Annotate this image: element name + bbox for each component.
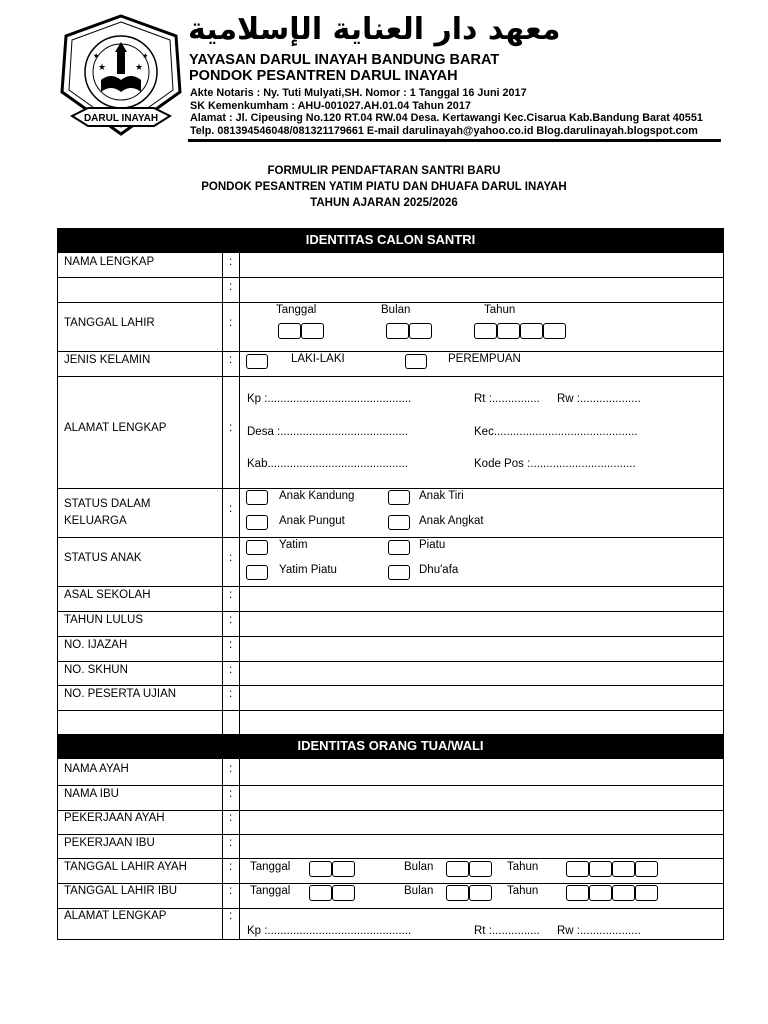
tanggal-ibu-digit-boxes[interactable] bbox=[309, 885, 355, 901]
tahun-ibu-digit-boxes[interactable] bbox=[566, 885, 658, 901]
label-tanggal-lahir: TANGGAL LAHIR bbox=[64, 317, 155, 329]
colon: : bbox=[229, 910, 233, 922]
header-divider bbox=[188, 139, 721, 142]
svg-text:★: ★ bbox=[135, 63, 144, 73]
label-status-anak: STATUS ANAK bbox=[64, 552, 142, 564]
row-line bbox=[57, 908, 724, 909]
rt-field[interactable]: Rt :............... bbox=[474, 393, 540, 405]
header-line-sk: SK Kemenkumham : AHU-001027.AH.01.04 Tahun 2017 bbox=[190, 100, 471, 112]
laki-laki-checkbox[interactable] bbox=[246, 354, 268, 369]
label-no-ijazah: NO. IJAZAH bbox=[64, 639, 128, 651]
form-title-3: TAHUN AJARAN 2025/2026 bbox=[310, 197, 458, 209]
kec-field[interactable]: Kec............................................. bbox=[474, 426, 638, 438]
section-heading-orangtua: IDENTITAS ORANG TUA/WALI bbox=[57, 734, 724, 758]
perempuan-label: PEREMPUAN bbox=[448, 353, 521, 365]
bulan-ayah-digit-boxes[interactable] bbox=[446, 861, 492, 877]
bulan-caption-ayah: Bulan bbox=[404, 861, 434, 873]
yatim-piatu-label: Yatim Piatu bbox=[279, 564, 337, 576]
row-line bbox=[57, 685, 724, 686]
tahun-ayah-digit-boxes[interactable] bbox=[566, 861, 658, 877]
row-line bbox=[57, 252, 724, 253]
section-heading-santri: IDENTITAS CALON SANTRI bbox=[57, 228, 724, 252]
colon: : bbox=[229, 281, 233, 293]
kode-pos-field[interactable]: Kode Pos :................................. bbox=[474, 458, 636, 470]
label-tanggal-lahir-ayah: TANGGAL LAHIR AYAH bbox=[64, 861, 187, 873]
dhuafa-label: Dhu'afa bbox=[419, 564, 459, 576]
anak-tiri-checkbox[interactable] bbox=[388, 490, 410, 505]
rw-field-ortu[interactable]: Rw :................... bbox=[557, 925, 641, 937]
row-line bbox=[57, 351, 724, 352]
header-line-notaris: Akte Notaris : Ny. Tuti Mulyati,SH. Nomor : 1 Tanggal 16 Juni 2017 bbox=[190, 87, 527, 99]
form-title-2: PONDOK PESANTREN YATIM PIATU DAN DHUAFA DARUL INAYAH bbox=[201, 181, 567, 193]
svg-text:DARUL INAYAH: DARUL INAYAH bbox=[83, 113, 159, 124]
bulan-ibu-digit-boxes[interactable] bbox=[446, 885, 492, 901]
label-alamat-lengkap: ALAMAT LENGKAP bbox=[64, 422, 167, 434]
row-line bbox=[57, 883, 724, 884]
colon: : bbox=[229, 664, 233, 676]
colon: : bbox=[229, 639, 233, 651]
desa-field[interactable]: Desa :........................................ bbox=[247, 426, 409, 438]
row-line bbox=[57, 488, 724, 489]
perempuan-checkbox[interactable] bbox=[405, 354, 427, 369]
yatim-label: Yatim bbox=[279, 539, 308, 551]
tahun-digit-boxes[interactable] bbox=[474, 323, 566, 339]
kp-field[interactable]: Kp :............................................. bbox=[247, 393, 412, 405]
header-line-alamat: Alamat : Jl. Cipeusing No.120 RT.04 RW.04 Desa. Kertawangi Kec.Cisarua Kab.Bandung Barat 40551 bbox=[190, 112, 703, 124]
colon: : bbox=[229, 354, 233, 366]
colon: : bbox=[229, 317, 233, 329]
bulan-digit-boxes[interactable] bbox=[386, 323, 432, 339]
label-no-skhun: NO. SKHUN bbox=[64, 664, 128, 676]
colon: : bbox=[229, 503, 233, 515]
piatu-label: Piatu bbox=[419, 539, 446, 551]
colon: : bbox=[229, 552, 233, 564]
tahun-caption: Tahun bbox=[484, 304, 516, 316]
piatu-checkbox[interactable] bbox=[388, 540, 410, 555]
row-line bbox=[57, 710, 724, 711]
arabic-title: معهد دار العناية الإسلامية bbox=[188, 12, 561, 47]
anak-kandung-checkbox[interactable] bbox=[246, 490, 268, 505]
colon: : bbox=[229, 589, 233, 601]
row-line bbox=[57, 785, 724, 786]
header-line-telp: Telp. 081394546048/081321179661 E-mail darulinayah@yahoo.co.id Blog.darulinayah.blogspot.com bbox=[190, 125, 698, 137]
svg-text:★: ★ bbox=[98, 63, 107, 73]
colon: : bbox=[229, 885, 233, 897]
tahun-caption-ayah: Tahun bbox=[507, 861, 539, 873]
label-nama-ayah: NAMA AYAH bbox=[64, 763, 129, 775]
pesantren-name: PONDOK PESANTREN DARUL INAYAH bbox=[189, 68, 458, 84]
colon: : bbox=[229, 837, 233, 849]
row-line bbox=[57, 834, 724, 835]
anak-pungut-checkbox[interactable] bbox=[246, 515, 268, 530]
row-line bbox=[57, 810, 724, 811]
tanggal-caption-ayah: Tanggal bbox=[250, 861, 291, 873]
kab-field[interactable]: Kab............................................ bbox=[247, 458, 409, 470]
row-line bbox=[57, 611, 724, 612]
darul-inayah-logo bbox=[58, 14, 184, 138]
anak-angkat-label: Anak Angkat bbox=[419, 515, 484, 527]
colon: : bbox=[229, 788, 233, 800]
svg-text:★: ★ bbox=[93, 52, 100, 60]
laki-laki-label: LAKI-LAKI bbox=[291, 353, 345, 365]
label-nama-ibu: NAMA IBU bbox=[64, 788, 119, 800]
row-line bbox=[57, 636, 724, 637]
yatim-checkbox[interactable] bbox=[246, 540, 268, 555]
tanggal-caption-ibu: Tanggal bbox=[250, 885, 291, 897]
label-pekerjaan-ayah: PEKERJAAN AYAH bbox=[64, 812, 165, 824]
svg-text:★: ★ bbox=[142, 52, 149, 60]
label-status-keluarga-2: KELUARGA bbox=[64, 515, 127, 527]
yatim-piatu-checkbox[interactable] bbox=[246, 565, 268, 580]
row-line bbox=[57, 302, 724, 303]
row-line bbox=[57, 586, 724, 587]
colon: : bbox=[229, 422, 233, 434]
row-line bbox=[57, 376, 724, 377]
anak-tiri-label: Anak Tiri bbox=[419, 490, 464, 502]
label-no-peserta-ujian: NO. PESERTA UJIAN bbox=[64, 688, 177, 700]
label-asal-sekolah: ASAL SEKOLAH bbox=[64, 589, 151, 601]
tanggal-digit-boxes[interactable] bbox=[278, 323, 324, 339]
anak-pungut-label: Anak Pungut bbox=[279, 515, 345, 527]
tahun-caption-ibu: Tahun bbox=[507, 885, 539, 897]
colon: : bbox=[229, 614, 233, 626]
kp-field-ortu[interactable]: Kp :............................................. bbox=[247, 925, 412, 937]
bulan-caption: Bulan bbox=[381, 304, 411, 316]
label-jenis-kelamin: JENIS KELAMIN bbox=[64, 354, 151, 366]
tanggal-caption: Tanggal bbox=[276, 304, 317, 316]
row-line bbox=[57, 758, 724, 759]
row-line bbox=[57, 277, 724, 278]
label-tahun-lulus: TAHUN LULUS bbox=[64, 614, 144, 626]
colon: : bbox=[229, 812, 233, 824]
tanggal-ayah-digit-boxes[interactable] bbox=[309, 861, 355, 877]
row-line bbox=[57, 661, 724, 662]
org-name: YAYASAN DARUL INAYAH BANDUNG BARAT bbox=[189, 52, 500, 68]
label-pekerjaan-ibu: PEKERJAAN IBU bbox=[64, 837, 155, 849]
bulan-caption-ibu: Bulan bbox=[404, 885, 434, 897]
rt-field-ortu[interactable]: Rt :............... bbox=[474, 925, 540, 937]
anak-angkat-checkbox[interactable] bbox=[388, 515, 410, 530]
colon: : bbox=[229, 256, 233, 268]
label-alamat-lengkap-ortu: ALAMAT LENGKAP bbox=[64, 910, 167, 922]
colon: : bbox=[229, 688, 233, 700]
colon: : bbox=[229, 861, 233, 873]
label-tanggal-lahir-ibu: TANGGAL LAHIR IBU bbox=[64, 885, 178, 897]
label-nama-lengkap: NAMA LENGKAP bbox=[64, 256, 155, 268]
colon: : bbox=[229, 763, 233, 775]
form-title-1: FORMULIR PENDAFTARAN SANTRI BARU bbox=[267, 165, 501, 177]
row-line bbox=[57, 858, 724, 859]
label-status-keluarga-1: STATUS DALAM bbox=[64, 498, 151, 510]
dhuafa-checkbox[interactable] bbox=[388, 565, 410, 580]
anak-kandung-label: Anak Kandung bbox=[279, 490, 355, 502]
rw-field[interactable]: Rw :................... bbox=[557, 393, 641, 405]
row-line bbox=[57, 537, 724, 538]
